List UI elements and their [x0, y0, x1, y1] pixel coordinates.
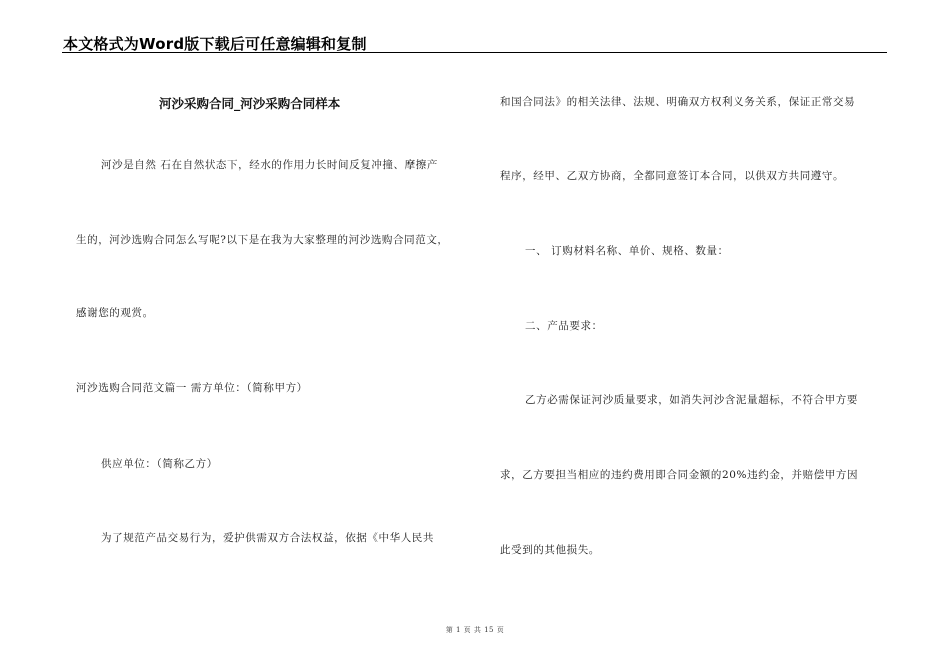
right-line-3: 一、 订购材料名称、单价、规格、数量：: [525, 245, 729, 257]
right-line-2: 程序，经甲、乙双方协商，全都同意签订本合同，以供双方共同遵守。: [500, 170, 845, 182]
header-divider: [62, 52, 887, 53]
right-line-7: 此受到的其他损失。: [500, 544, 600, 556]
left-line-3: 感谢您的观赏。: [76, 307, 154, 319]
left-line-5: 供应单位：（简称乙方）: [101, 458, 218, 470]
page-number: 第 1 页 共 15 页: [445, 626, 505, 634]
left-line-4: 河沙选购合同范文篇一 需方单位：（简称甲方）: [76, 382, 308, 394]
document-title: 河沙采购合同_河沙采购合同样本: [159, 96, 341, 111]
left-line-1: 河沙是自然 石在自然状态下，经水的作用力长时间反复冲撞、摩擦产: [101, 159, 438, 171]
header-title: 本文格式为Word版下载后可任意编辑和复制: [63, 35, 367, 53]
right-line-1: 和国合同法》的相关法律、法规、明确双方权利义务关系，保证正常交易: [500, 96, 856, 108]
right-line-5: 乙方必需保证河沙质量要求，如消失河沙含泥量超标，不符合甲方要: [525, 394, 858, 406]
left-line-2: 生的，河沙选购合同怎么写呢?以下是在我为大家整理的河沙选购合同范文，: [76, 234, 449, 246]
right-line-4: 二、产品要求：: [525, 320, 603, 332]
right-line-6: 求，乙方要担当相应的违约费用即合同金额的20%违约金，并赔偿甲方因: [500, 469, 859, 481]
left-line-6: 为了规范产品交易行为，爱护供需双方合法权益，依据《中华人民共: [101, 532, 434, 544]
